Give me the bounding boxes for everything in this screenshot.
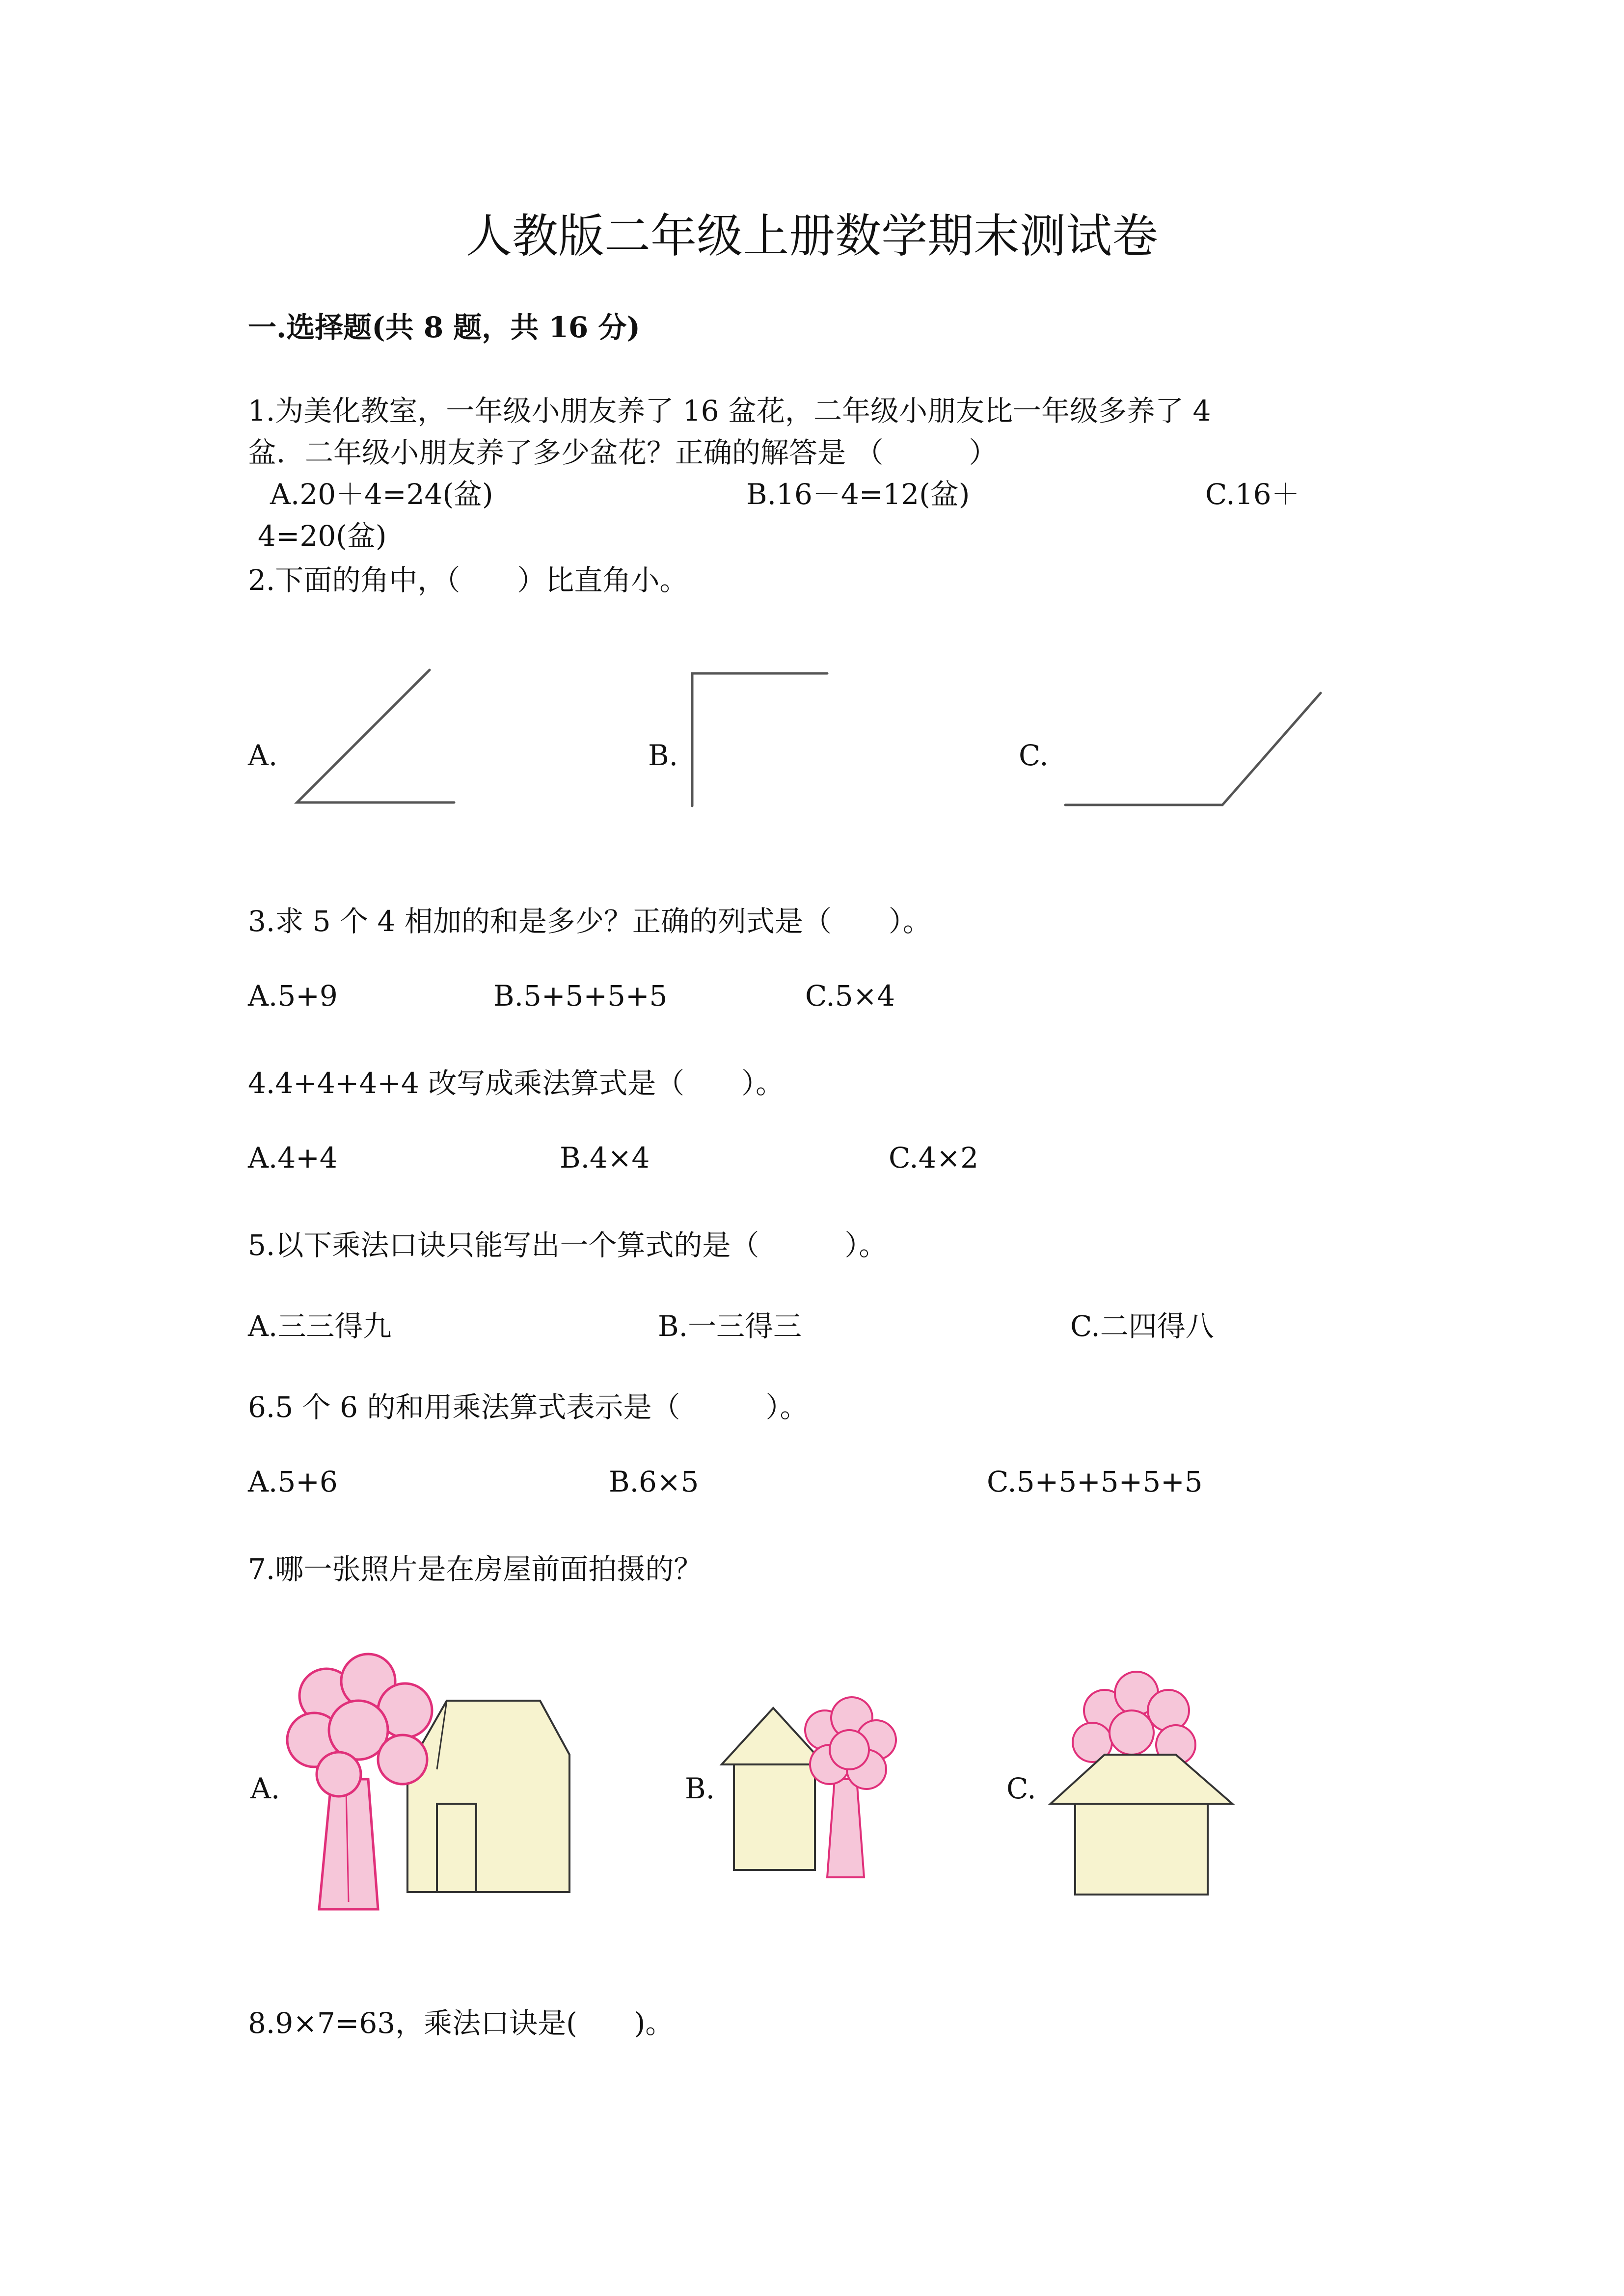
- q3-option-a[interactable]: A.5+9: [248, 979, 338, 1013]
- q4-option-a[interactable]: A.4+4: [248, 1141, 338, 1175]
- q5-option-c[interactable]: C.二四得八: [1070, 1309, 1214, 1343]
- q7-option-a[interactable]: A.: [250, 1772, 280, 1805]
- angle-b-figure: [685, 667, 832, 815]
- q2-option-b[interactable]: B.: [648, 739, 678, 772]
- q3-option-c[interactable]: C.5×4: [805, 979, 895, 1013]
- q6-option-a[interactable]: A.5+6: [248, 1465, 338, 1498]
- q1-option-c[interactable]: C.16＋: [1205, 478, 1300, 511]
- q2-option-c[interactable]: C.: [1019, 739, 1049, 772]
- q6-option-b[interactable]: B.6×5: [609, 1465, 699, 1498]
- q7-option-b[interactable]: B.: [685, 1772, 715, 1805]
- q7-option-c[interactable]: C.: [1006, 1772, 1036, 1805]
- q4-option-b[interactable]: B.4×4: [560, 1141, 650, 1175]
- page-title: 人教版二年级上册数学期末测试卷: [465, 210, 1158, 263]
- section-heading: 一.选择题(共 8 题，共 16 分): [248, 311, 640, 344]
- question-2: 2.下面的角中，（ ）比直角小。: [248, 563, 688, 597]
- photo-b-house-tree: [719, 1676, 906, 1887]
- q1-option-b[interactable]: B.16－4=12(盆): [746, 478, 970, 511]
- q3-option-b[interactable]: B.5+5+5+5: [493, 979, 668, 1013]
- question-7: 7.哪一张照片是在房屋前面拍摄的？: [248, 1552, 703, 1586]
- question-4: 4.4+4+4+4 改写成乘法算式是（ ）。: [248, 1067, 785, 1100]
- q5-option-b[interactable]: B.一三得三: [658, 1309, 802, 1343]
- photo-a-tree-house: [285, 1656, 569, 1922]
- q4-option-c[interactable]: C.4×2: [889, 1141, 979, 1175]
- angle-c-figure: [1060, 687, 1330, 815]
- q6-option-c[interactable]: C.5+5+5+5+5: [987, 1465, 1203, 1498]
- q5-option-a[interactable]: A.三三得九: [248, 1309, 392, 1343]
- question-6: 6.5 个 6 的和用乘法算式表示是（ ）。: [248, 1390, 809, 1424]
- question-5: 5.以下乘法口诀只能写出一个算式的是（ ）。: [248, 1228, 888, 1262]
- question-8: 8.9×7=63，乘法口诀是( )。: [248, 2006, 674, 2040]
- angle-a-figure: [290, 667, 461, 815]
- question-1-line-2: 盆．二年级小朋友养了多少盆花？正确的解答是 （ ）: [248, 436, 998, 469]
- question-3: 3.求 5 个 4 相加的和是多少？正确的列式是（ ）。: [248, 905, 931, 938]
- photo-c-house-front: [1046, 1664, 1237, 1904]
- q1-option-a[interactable]: A.20＋4=24(盆): [270, 478, 493, 511]
- q2-option-a[interactable]: A.: [248, 739, 278, 772]
- q1-option-c-cont: 4=20(盆): [258, 519, 387, 553]
- question-1-line-1: 1.为美化教室，一年级小朋友养了 16 盆花，二年级小朋友比一年级多养了 4: [248, 394, 1211, 427]
